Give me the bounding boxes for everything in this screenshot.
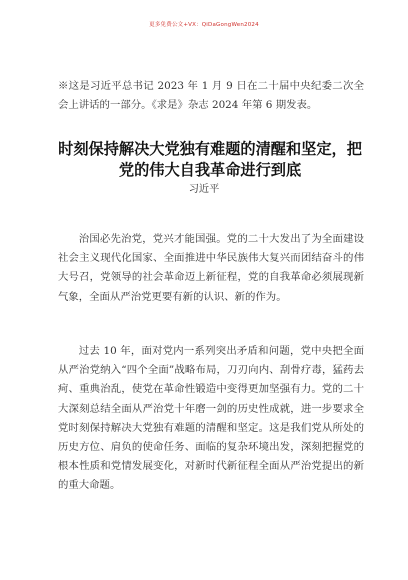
article-author: 习近平 — [188, 184, 220, 195]
body-paragraph-1: 治国必先治党，党兴才能国强。党的二十大发出了为全面建设社会主义现代化国家、全面推进中华民族伟大复兴而团结奋斗的伟大号召，党领导的社会革命迈上新征程，党的自我革命必须展现新气象，全面从严治党更要有新的认识、新的作为。 — [58, 233, 364, 303]
body-paragraph-2: 过去 10 年，面对党内一系列突出矛盾和问题，党中央把全面从严治党纳入“四个全面”战略布局，刀刃向内、刮骨疗毒，猛药去疴、重典治乱，使党在革命性锻造中变得更加坚强有力。党的二十大深刻总结全面从严治党十年磨一剑的历史性成就，进一步要求全党时刻保持解决大党独有难题的清醒和坚定。这是我们党从所处的历史方位、肩负的使命任务、面临的复杂环境出发，深刻把握党的根本性质和党情发展变化，对新时代新征程全面从严治党提出的新的重大命题。 — [58, 345, 364, 492]
source-note: ※这是习近平总书记 2023 年 1 月 9 日在二十届中央纪委二次全会上讲话的一部分。《求是》杂志 2024 年第 6 期发表。 — [58, 80, 364, 111]
article-title: 时刻保持解决大党独有难题的清醒和坚定，把党的伟大自我革命进行到底 — [58, 140, 362, 179]
header-watermark-note: 更多免费公文+VX：QiDaGongWen2024 — [149, 22, 259, 28]
